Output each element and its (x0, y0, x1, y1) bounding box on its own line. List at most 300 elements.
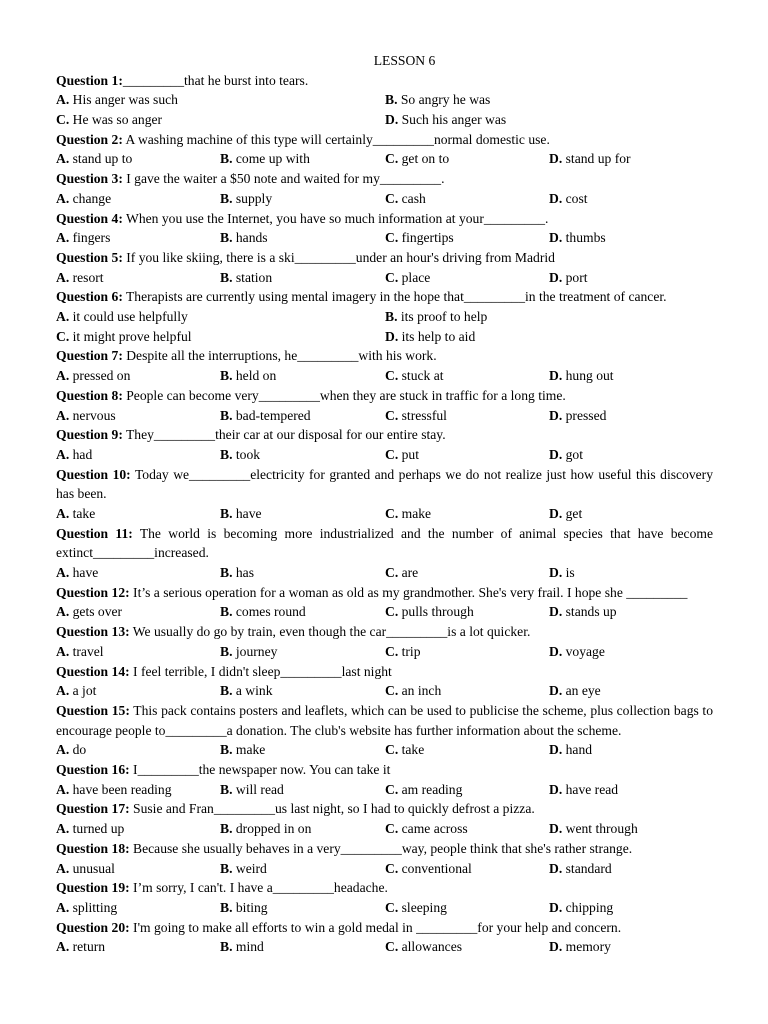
option-letter: D. (549, 821, 563, 837)
option-b (220, 642, 277, 662)
question-9 (56, 425, 713, 464)
option-letter: A. (56, 899, 70, 915)
options-row (56, 937, 713, 957)
question-label: Question 17: (56, 801, 130, 817)
option-text: station (235, 269, 273, 285)
option-b (220, 268, 272, 288)
option-d (549, 228, 606, 248)
option-text: journey (235, 643, 278, 659)
option-d (549, 366, 614, 386)
question-text: We usually do go by train, even though the car_________is a lot quicker. (129, 624, 531, 640)
question-stem (56, 662, 713, 682)
option-letter: B. (220, 230, 233, 246)
option-c (385, 268, 430, 288)
option-letter: B. (220, 190, 233, 206)
option-letter: D. (549, 683, 563, 699)
option-letter: A. (56, 683, 70, 699)
option-b (220, 602, 306, 622)
option-text: dropped in on (235, 821, 312, 837)
option-letter: B. (220, 781, 233, 797)
option-text: unusual (72, 860, 115, 876)
option-c (385, 937, 462, 957)
option-letter: B. (220, 939, 233, 955)
options-row (56, 307, 713, 327)
options-row (56, 90, 713, 110)
option-text: resort (72, 269, 104, 285)
option-letter: A. (56, 230, 70, 246)
option-text: take (401, 742, 425, 758)
question-label: Question 15: (56, 702, 130, 718)
option-a (56, 937, 105, 957)
option-letter: B. (220, 821, 233, 837)
option-letter: B. (220, 742, 233, 758)
option-d (549, 602, 617, 622)
option-letter: A. (56, 368, 70, 384)
option-letter: C. (56, 112, 70, 128)
option-letter: B. (220, 860, 233, 876)
option-text: get on to (401, 151, 450, 167)
question-stem (56, 425, 713, 445)
option-a (56, 740, 86, 760)
option-b (220, 937, 264, 957)
option-text: nervous (72, 407, 116, 423)
option-d (549, 445, 583, 465)
question-19 (56, 878, 713, 917)
question-label: Question 10: (56, 466, 131, 482)
option-c (56, 110, 162, 130)
option-c (385, 642, 421, 662)
question-label: Question 16: (56, 762, 130, 778)
question-10 (56, 465, 713, 524)
option-letter: A. (56, 939, 70, 955)
option-letter: A. (56, 190, 70, 206)
options-row (56, 642, 713, 662)
options-row (56, 740, 713, 760)
option-text: an inch (401, 683, 442, 699)
question-text: A washing machine of this type will certainly_________normal domestic use. (122, 131, 550, 147)
question-text: The world is becoming more industrialized and the number of animal species that have become extinct_________increased. (56, 525, 713, 561)
option-letter: C. (385, 683, 399, 699)
option-letter: B. (220, 446, 233, 462)
option-text: have (235, 506, 262, 521)
option-c (385, 563, 418, 583)
option-text: standard (565, 860, 612, 876)
question-text: People can become very_________when they are stuck in traffic for a long time. (122, 387, 566, 403)
option-letter: C. (385, 604, 399, 620)
question-label: Question 9: (56, 427, 123, 443)
option-b (220, 740, 265, 760)
option-d (385, 110, 506, 130)
option-text: He was so anger (72, 112, 163, 128)
option-text: splitting (72, 899, 118, 915)
option-text: travel (72, 643, 104, 659)
option-letter: B. (220, 407, 233, 423)
option-letter: A. (56, 269, 70, 285)
question-text: I gave the waiter a $50 note and waited for my_________. (122, 171, 445, 187)
option-letter: D. (549, 604, 563, 620)
option-letter: C. (385, 899, 399, 915)
option-letter: D. (549, 899, 563, 915)
question-label: Question 7: (56, 348, 123, 364)
option-a (56, 307, 188, 327)
option-text: turned up (72, 821, 125, 837)
option-letter: B. (220, 269, 233, 285)
question-15 (56, 701, 713, 760)
question-stem (56, 287, 713, 307)
question-stem (56, 760, 713, 780)
option-a (56, 780, 172, 800)
options-row (56, 366, 713, 386)
option-letter: C. (385, 230, 399, 246)
option-letter: B. (220, 604, 233, 620)
worksheet-page (56, 51, 713, 957)
option-text: conventional (401, 860, 472, 876)
option-text: came across (401, 821, 468, 837)
option-text: biting (235, 899, 268, 915)
option-c (385, 445, 419, 465)
option-letter: B. (220, 506, 233, 521)
option-letter: C. (385, 269, 399, 285)
question-label: Question 5: (56, 249, 123, 265)
question-stem (56, 524, 713, 563)
option-letter: A. (56, 446, 70, 462)
question-text: Therapists are currently using mental imagery in the hope that_________in the treatment of cancer. (122, 289, 667, 305)
option-text: has (235, 565, 254, 581)
question-stem (56, 622, 713, 642)
option-text: take (72, 506, 96, 521)
option-a (56, 681, 96, 701)
question-stem (56, 209, 713, 229)
option-text: comes round (235, 604, 306, 620)
option-a (56, 859, 115, 879)
question-text: _________that he burst into tears. (122, 72, 309, 88)
option-letter: D. (385, 112, 399, 128)
options-row (56, 327, 713, 347)
option-text: stand up for (565, 151, 631, 167)
option-letter: D. (549, 742, 563, 758)
option-letter: A. (56, 643, 70, 659)
question-label: Question 4: (56, 210, 123, 226)
question-label: Question 12: (56, 584, 130, 600)
option-letter: D. (549, 939, 563, 955)
option-text: it could use helpfully (72, 309, 188, 325)
option-c (385, 602, 474, 622)
question-text: If you like skiing, there is a ski_________under an hour's driving from Madrid (122, 249, 555, 265)
question-14 (56, 662, 713, 701)
option-text: chipping (565, 899, 614, 915)
question-3 (56, 169, 713, 208)
option-letter: A. (56, 506, 70, 521)
option-letter: B. (220, 151, 233, 167)
question-label: Question 3: (56, 171, 123, 187)
question-2 (56, 130, 713, 169)
option-text: its help to aid (401, 328, 476, 344)
option-letter: B. (220, 899, 233, 915)
option-text: cost (565, 190, 588, 206)
question-text: I feel terrible, I didn't sleep_________last night (129, 663, 392, 679)
option-b (220, 189, 272, 209)
option-letter: B. (385, 92, 398, 108)
option-letter: C. (385, 939, 399, 955)
option-a (56, 228, 110, 248)
option-a (56, 406, 116, 426)
page-title: LESSON 6 (373, 53, 436, 68)
question-stem (56, 799, 713, 819)
option-text: stuck at (401, 368, 444, 384)
option-text: it might prove helpful (72, 328, 192, 344)
option-text: Such his anger was (401, 112, 507, 128)
option-text: am reading (401, 781, 463, 797)
option-letter: B. (220, 643, 233, 659)
option-letter: C. (56, 328, 70, 344)
option-a (56, 366, 130, 386)
option-b (220, 819, 311, 839)
options-row (56, 268, 713, 288)
question-label: Question 1: (56, 72, 123, 88)
option-letter: D. (385, 328, 399, 344)
option-letter: D. (549, 230, 563, 246)
option-text: have (72, 565, 99, 581)
option-letter: A. (56, 604, 70, 620)
option-letter: A. (56, 781, 70, 797)
option-text: do (72, 742, 87, 758)
option-text: mind (235, 939, 264, 955)
option-b (220, 780, 284, 800)
option-b (220, 504, 262, 524)
option-text: have read (565, 781, 619, 797)
question-stem (56, 346, 713, 366)
option-b (385, 307, 487, 327)
options-row (56, 504, 713, 524)
option-text: pressed (565, 407, 607, 423)
option-d (549, 859, 612, 879)
question-8 (56, 386, 713, 425)
option-text: stressful (401, 407, 447, 423)
option-a (56, 819, 124, 839)
option-text: supply (235, 190, 273, 206)
option-text: gets over (72, 604, 123, 620)
option-c (385, 504, 431, 524)
question-1 (56, 71, 713, 130)
option-d (549, 406, 606, 426)
option-d (549, 898, 613, 918)
question-label: Question 2: (56, 131, 123, 147)
option-letter: A. (56, 565, 70, 581)
option-text: sleeping (401, 899, 447, 915)
option-c (385, 819, 468, 839)
option-text: got (565, 446, 583, 462)
option-letter: C. (385, 190, 399, 206)
question-11 (56, 524, 713, 583)
option-text: allowances (401, 939, 463, 955)
question-stem (56, 839, 713, 859)
option-text: cash (401, 190, 426, 206)
option-text: hand (565, 742, 593, 758)
option-text: hung out (565, 368, 614, 384)
option-text: thumbs (565, 230, 606, 246)
option-text: are (401, 565, 419, 581)
option-text: memory (565, 939, 611, 955)
option-text: is (565, 565, 575, 581)
option-d (549, 642, 605, 662)
question-text: It’s a serious operation for a woman as old as my grandmother. She's very frail. I hope she _________ (129, 584, 688, 600)
option-a (56, 149, 132, 169)
option-letter: B. (220, 368, 233, 384)
option-a (56, 268, 104, 288)
options-row (56, 406, 713, 426)
option-letter: D. (549, 407, 563, 423)
option-text: make (235, 742, 266, 758)
question-list (56, 71, 713, 957)
options-row (56, 563, 713, 583)
question-label: Question 13: (56, 624, 130, 640)
question-text: Because she usually behaves in a very_________way, people think that she's rather strange. (129, 840, 633, 856)
option-text: stands up (565, 604, 617, 620)
option-text: weird (235, 860, 267, 876)
option-d (549, 819, 638, 839)
option-text: pulls through (401, 604, 474, 620)
option-c (385, 149, 449, 169)
option-text: change (72, 190, 112, 206)
option-c (385, 189, 426, 209)
option-a (56, 504, 95, 524)
option-c (56, 327, 192, 347)
option-letter: C. (385, 860, 399, 876)
option-letter: B. (220, 683, 233, 699)
question-stem (56, 701, 713, 740)
option-c (385, 740, 424, 760)
question-13 (56, 622, 713, 661)
question-7 (56, 346, 713, 385)
option-letter: C. (385, 565, 399, 581)
option-text: put (401, 446, 419, 462)
option-letter: D. (549, 565, 563, 581)
option-c (385, 681, 441, 701)
question-text: When you use the Internet, you have so much information at your_________. (122, 210, 549, 226)
option-c (385, 228, 454, 248)
option-text: stand up to (72, 151, 133, 167)
option-letter: D. (549, 368, 563, 384)
option-text: a wink (235, 683, 273, 699)
question-stem (56, 71, 713, 91)
option-a (56, 445, 92, 465)
question-text: I’m sorry, I can't. I have a_________headache. (129, 880, 388, 896)
option-letter: A. (56, 407, 70, 423)
option-letter: D. (549, 506, 563, 521)
question-text: This pack contains posters and leaflets, which can be used to publicise the scheme, plus collection bags to encourage people to_________a donation. The club's website has further information about the scheme. (56, 702, 713, 738)
question-stem (56, 918, 713, 938)
option-d (549, 780, 618, 800)
option-b (220, 149, 310, 169)
question-label: Question 14: (56, 663, 130, 679)
option-letter: A. (56, 92, 70, 108)
option-letter: D. (549, 269, 563, 285)
options-row (56, 602, 713, 622)
option-d (549, 268, 588, 288)
option-text: hands (235, 230, 268, 246)
option-text: So angry he was (400, 92, 491, 108)
option-b (220, 859, 267, 879)
question-label: Question 8: (56, 387, 123, 403)
option-letter: C. (385, 506, 399, 521)
option-c (385, 859, 472, 879)
options-row (56, 110, 713, 130)
option-text: have been reading (72, 781, 172, 797)
option-letter: C. (385, 151, 399, 167)
question-stem (56, 248, 713, 268)
option-b (220, 366, 276, 386)
option-text: an eye (565, 683, 601, 699)
option-letter: A. (56, 821, 70, 837)
option-c (385, 780, 462, 800)
option-d (549, 681, 601, 701)
options-row (56, 780, 713, 800)
question-label: Question 18: (56, 840, 130, 856)
option-letter: A. (56, 742, 70, 758)
question-label: Question 11: (56, 525, 133, 541)
options-row (56, 228, 713, 248)
option-text: took (235, 446, 261, 462)
option-d (549, 563, 575, 583)
option-b (220, 228, 268, 248)
option-letter: D. (549, 446, 563, 462)
option-text: held on (235, 368, 277, 384)
question-text: They_________their car at our disposal for our entire stay. (122, 427, 446, 443)
option-b (220, 898, 268, 918)
option-b (220, 563, 254, 583)
option-letter: C. (385, 742, 399, 758)
option-text: a jot (72, 683, 97, 699)
question-17 (56, 799, 713, 838)
question-18 (56, 839, 713, 878)
option-letter: A. (56, 309, 70, 325)
options-row (56, 898, 713, 918)
option-letter: B. (385, 309, 398, 325)
question-16 (56, 760, 713, 799)
option-b (220, 406, 311, 426)
option-c (385, 406, 447, 426)
question-6 (56, 287, 713, 346)
option-c (385, 898, 447, 918)
options-row (56, 681, 713, 701)
option-b (385, 90, 490, 110)
option-letter: C. (385, 407, 399, 423)
option-a (56, 563, 98, 583)
question-text: I'm going to make all efforts to win a gold medal in _________for your help and concern. (129, 919, 622, 935)
question-12 (56, 583, 713, 622)
option-d (385, 327, 475, 347)
question-text: Despite all the interruptions, he_________with his work. (122, 348, 437, 364)
question-stem (56, 130, 713, 150)
option-letter: D. (549, 151, 563, 167)
option-text: fingers (72, 230, 111, 246)
option-letter: D. (549, 643, 563, 659)
option-text: trip (401, 643, 421, 659)
option-b (220, 681, 273, 701)
option-text: will read (235, 781, 284, 797)
option-d (549, 937, 611, 957)
options-row (56, 819, 713, 839)
question-label: Question 20: (56, 919, 130, 935)
option-letter: C. (385, 368, 399, 384)
option-text: fingertips (401, 230, 454, 246)
option-letter: A. (56, 151, 70, 167)
option-text: return (72, 939, 106, 955)
option-d (549, 740, 592, 760)
question-stem (56, 465, 713, 504)
options-row (56, 189, 713, 209)
options-row (56, 859, 713, 879)
